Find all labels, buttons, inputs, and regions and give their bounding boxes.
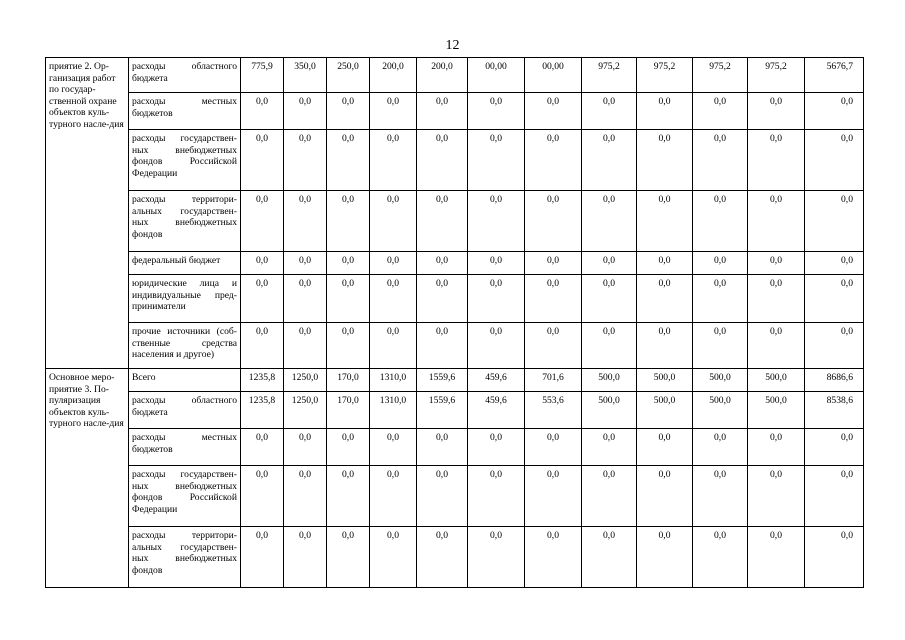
value-cell: 459,6 <box>468 392 525 429</box>
value-cell: 0,0 <box>693 275 748 323</box>
value-cell: 0,0 <box>525 93 582 130</box>
value-cell: 0,0 <box>241 466 284 527</box>
value-cell: 0,0 <box>525 191 582 252</box>
value-cell: 0,0 <box>417 191 468 252</box>
table-row <box>46 191 864 252</box>
value-cell: 0,0 <box>417 527 468 588</box>
value-cell: 0,0 <box>468 275 525 323</box>
value-cell: 500,0 <box>693 392 748 429</box>
value-cell: 0,0 <box>284 429 327 466</box>
value-cell: 0,0 <box>370 130 417 191</box>
funding-source-cell: юридические лица и индивидуальные пред-приниматели <box>129 275 241 323</box>
total-value-cell: 0,0 <box>805 466 864 527</box>
value-cell: 0,0 <box>748 527 805 588</box>
value-cell: 0,0 <box>370 191 417 252</box>
value-cell: 0,0 <box>417 429 468 466</box>
value-cell: 0,0 <box>468 191 525 252</box>
value-cell: 0,0 <box>525 323 582 369</box>
value-cell: 0,0 <box>284 275 327 323</box>
total-value-cell: 0,0 <box>805 252 864 275</box>
funding-source-cell: расходы государствен-ных внебюджетных фондов Российской Федерации <box>129 466 241 527</box>
value-cell: 1310,0 <box>370 369 417 392</box>
value-cell: 1250,0 <box>284 369 327 392</box>
total-value-cell: 0,0 <box>805 275 864 323</box>
table-row <box>46 93 864 130</box>
total-value-cell: 0,0 <box>805 429 864 466</box>
value-cell: 0,0 <box>693 93 748 130</box>
value-cell: 0,0 <box>241 252 284 275</box>
table-row <box>46 466 864 527</box>
value-cell: 975,2 <box>637 58 693 93</box>
value-cell: 0,0 <box>284 466 327 527</box>
value-cell: 0,0 <box>637 93 693 130</box>
value-cell: 0,0 <box>748 130 805 191</box>
value-cell: 1235,8 <box>241 369 284 392</box>
page-number: 12 <box>445 38 460 53</box>
value-cell: 1559,6 <box>417 369 468 392</box>
value-cell: 0,0 <box>693 191 748 252</box>
total-value-cell: 0,0 <box>805 130 864 191</box>
value-cell: 0,0 <box>525 466 582 527</box>
table-row <box>46 252 864 275</box>
value-cell: 0,0 <box>468 252 525 275</box>
value-cell: 500,0 <box>693 369 748 392</box>
table-row <box>46 323 864 369</box>
value-cell: 0,0 <box>370 466 417 527</box>
value-cell: 0,0 <box>693 130 748 191</box>
funding-source-cell: расходы местных бюджетов <box>129 93 241 130</box>
value-cell: 1310,0 <box>370 392 417 429</box>
value-cell: 0,0 <box>241 130 284 191</box>
value-cell: 459,6 <box>468 369 525 392</box>
value-cell: 0,0 <box>525 527 582 588</box>
value-cell: 0,0 <box>637 527 693 588</box>
value-cell: 170,0 <box>327 369 370 392</box>
value-cell: 0,0 <box>582 93 637 130</box>
value-cell: 0,0 <box>241 93 284 130</box>
value-cell: 0,0 <box>748 466 805 527</box>
budget-table <box>45 57 864 588</box>
value-cell: 0,0 <box>637 323 693 369</box>
value-cell: 00,00 <box>468 58 525 93</box>
value-cell: 0,0 <box>417 323 468 369</box>
funding-source-cell: расходы областного бюджета <box>129 392 241 429</box>
value-cell: 0,0 <box>525 429 582 466</box>
value-cell: 0,0 <box>327 429 370 466</box>
value-cell: 0,0 <box>370 429 417 466</box>
value-cell: 200,0 <box>370 58 417 93</box>
funding-source-cell: расходы областного бюджета <box>129 58 241 93</box>
table-row <box>46 429 864 466</box>
table-row <box>46 392 864 429</box>
value-cell: 00,00 <box>525 58 582 93</box>
value-cell: 0,0 <box>582 527 637 588</box>
value-cell: 0,0 <box>370 275 417 323</box>
total-value-cell: 8686,6 <box>805 369 864 392</box>
value-cell: 0,0 <box>582 191 637 252</box>
value-cell: 0,0 <box>693 429 748 466</box>
value-cell: 0,0 <box>327 130 370 191</box>
value-cell: 0,0 <box>284 130 327 191</box>
value-cell: 0,0 <box>693 323 748 369</box>
value-cell: 0,0 <box>327 93 370 130</box>
value-cell: 0,0 <box>468 323 525 369</box>
value-cell: 0,0 <box>468 130 525 191</box>
value-cell: 0,0 <box>327 252 370 275</box>
value-cell: 500,0 <box>748 392 805 429</box>
table-row <box>46 58 864 93</box>
funding-source-cell: федеральный бюджет <box>129 252 241 275</box>
value-cell: 0,0 <box>748 191 805 252</box>
value-cell: 0,0 <box>525 252 582 275</box>
value-cell: 0,0 <box>748 252 805 275</box>
value-cell: 200,0 <box>417 58 468 93</box>
value-cell: 170,0 <box>327 392 370 429</box>
value-cell: 350,0 <box>284 58 327 93</box>
value-cell: 0,0 <box>748 323 805 369</box>
value-cell: 0,0 <box>370 93 417 130</box>
value-cell: 0,0 <box>582 130 637 191</box>
value-cell: 975,2 <box>748 58 805 93</box>
value-cell: 0,0 <box>417 275 468 323</box>
total-value-cell: 0,0 <box>805 93 864 130</box>
value-cell: 701,6 <box>525 369 582 392</box>
value-cell: 775,9 <box>241 58 284 93</box>
value-cell: 0,0 <box>241 527 284 588</box>
value-cell: 0,0 <box>370 252 417 275</box>
total-value-cell: 0,0 <box>805 323 864 369</box>
funding-source-cell: расходы государствен-ных внебюджетных фондов Российской Федерации <box>129 130 241 191</box>
value-cell: 0,0 <box>582 466 637 527</box>
value-cell: 500,0 <box>582 392 637 429</box>
value-cell: 500,0 <box>748 369 805 392</box>
value-cell: 0,0 <box>468 93 525 130</box>
value-cell: 0,0 <box>284 93 327 130</box>
value-cell: 0,0 <box>637 130 693 191</box>
value-cell: 0,0 <box>417 93 468 130</box>
value-cell: 0,0 <box>241 191 284 252</box>
value-cell: 0,0 <box>468 527 525 588</box>
value-cell: 0,0 <box>525 275 582 323</box>
value-cell: 0,0 <box>370 527 417 588</box>
value-cell: 0,0 <box>370 323 417 369</box>
value-cell: 0,0 <box>327 466 370 527</box>
value-cell: 1559,6 <box>417 392 468 429</box>
value-cell: 0,0 <box>637 466 693 527</box>
total-value-cell: 0,0 <box>805 527 864 588</box>
value-cell: 0,0 <box>582 252 637 275</box>
total-value-cell: 5676,7 <box>805 58 864 93</box>
value-cell: 0,0 <box>748 275 805 323</box>
value-cell: 0,0 <box>284 191 327 252</box>
funding-source-cell: прочие источники (соб-ственные средства населения и другое) <box>129 323 241 369</box>
value-cell: 0,0 <box>417 466 468 527</box>
value-cell: 0,0 <box>327 323 370 369</box>
value-cell: 1250,0 <box>284 392 327 429</box>
value-cell: 0,0 <box>417 130 468 191</box>
value-cell: 0,0 <box>284 323 327 369</box>
value-cell: 1235,8 <box>241 392 284 429</box>
value-cell: 500,0 <box>637 369 693 392</box>
value-cell: 0,0 <box>468 466 525 527</box>
funding-source-cell: расходы территори-альных государствен-ных внебюджетных фондов <box>129 527 241 588</box>
value-cell: 553,6 <box>525 392 582 429</box>
value-cell: 0,0 <box>637 429 693 466</box>
total-value-cell: 0,0 <box>805 191 864 252</box>
value-cell: 975,2 <box>582 58 637 93</box>
value-cell: 500,0 <box>637 392 693 429</box>
value-cell: 0,0 <box>582 323 637 369</box>
table-row <box>46 369 864 392</box>
value-cell: 0,0 <box>525 130 582 191</box>
value-cell: 250,0 <box>327 58 370 93</box>
value-cell: 0,0 <box>637 252 693 275</box>
measure-name-cell: приятие 2. Ор-ганизация работ по государ-ственной охране объектов куль-турного насле-дия <box>46 58 129 369</box>
value-cell: 0,0 <box>327 191 370 252</box>
value-cell: 0,0 <box>241 275 284 323</box>
value-cell: 0,0 <box>241 323 284 369</box>
value-cell: 0,0 <box>637 275 693 323</box>
table-row <box>46 527 864 588</box>
value-cell: 0,0 <box>327 275 370 323</box>
table-row <box>46 130 864 191</box>
value-cell: 0,0 <box>637 191 693 252</box>
total-value-cell: 8538,6 <box>805 392 864 429</box>
value-cell: 0,0 <box>748 93 805 130</box>
value-cell: 0,0 <box>693 527 748 588</box>
funding-source-cell: Всего <box>129 369 241 392</box>
table-row <box>46 275 864 323</box>
value-cell: 0,0 <box>241 429 284 466</box>
value-cell: 975,2 <box>693 58 748 93</box>
value-cell: 0,0 <box>748 429 805 466</box>
measure-name-cell: Основное меро-приятие 3. По-пуляризация объектов куль-турного насле-дия <box>46 369 129 588</box>
funding-source-cell: расходы территори-альных государствен-ных внебюджетных фондов <box>129 191 241 252</box>
value-cell: 0,0 <box>468 429 525 466</box>
value-cell: 0,0 <box>284 527 327 588</box>
value-cell: 0,0 <box>582 275 637 323</box>
value-cell: 500,0 <box>582 369 637 392</box>
value-cell: 0,0 <box>417 252 468 275</box>
value-cell: 0,0 <box>693 466 748 527</box>
value-cell: 0,0 <box>327 527 370 588</box>
funding-source-cell: расходы местных бюджетов <box>129 429 241 466</box>
value-cell: 0,0 <box>693 252 748 275</box>
value-cell: 0,0 <box>284 252 327 275</box>
value-cell: 0,0 <box>582 429 637 466</box>
